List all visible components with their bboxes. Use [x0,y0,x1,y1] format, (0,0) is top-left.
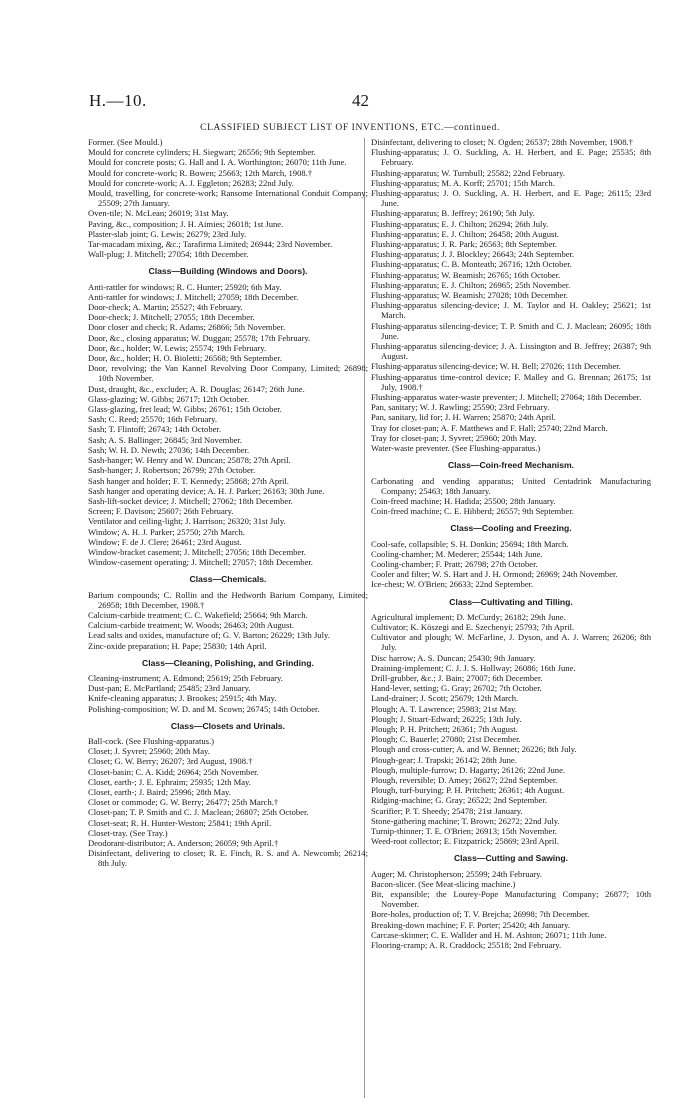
invention-entry: Flushing-apparatus; M. A. Korff; 25701; 15th March. [371,177,555,188]
invention-entry: Closet-seat; R. H. Hunter-Weston; 25841; 19th April. [88,817,272,828]
invention-entry: Dust-pan; E. McPartland; 25485; 23rd January. [88,683,251,694]
invention-entry: Agricultural implement; D. McCurdy; 26182; 29th June. [371,611,566,622]
invention-entry: Ridging-machine; G. Gray; 26522; 2nd September. [371,795,547,806]
invention-entry: Ice-chest; W. O'Brien; 26633; 22nd September. [371,579,534,590]
invention-entry: Flushing-apparatus; C. B. Monteath; 26716; 12th October. [371,259,572,270]
invention-entry: Flushing-apparatus; W. Beamish; 27028; 10th December. [371,290,568,301]
invention-entry: Sash-lift-socket device; J. Mitchell; 27062; 18th December. [88,495,293,506]
class-heading: Class—Cultivating and Tilling. [449,596,573,607]
invention-entry: Plough, reversible; D. Amey; 26627; 22nd September. [371,774,558,785]
invention-entry: Cultivator; K. Köszegi and E. Szechenyi; 25793; 7th April. [371,621,575,632]
invention-entry: Water-waste preventer. (See Flushing-apparatus.) [371,443,541,454]
invention-entry: Door closer and check; R. Adams; 26866; 5th November. [88,322,286,333]
invention-entry: Sash; A. S. Ballinger; 26845; 3rd November. [88,434,242,445]
invention-entry: Flushing-apparatus silencing-device; J. M. Taylor and H. Oakley; 25621; 1st March. [371,300,651,321]
invention-entry: Door, &c., closing apparatus; W. Duggan; 25578; 17th February. [88,332,311,343]
invention-entry: Closet-pan; T. P. Smith and C. J. Maclean; 26807; 25th October. [88,807,309,818]
invention-entry: Mould, travelling, for concrete-work; Ransome International Conduit Company; 25509; 27th January. [88,188,368,209]
invention-entry: Flushing-apparatus; J. O. Suckling, A. H. Herbert, and E. Page; 25535; 8th February. [371,147,651,168]
page-heading: CLASSIFIED SUBJECT LIST OF INVENTIONS, ETC.—continued. [200,123,500,133]
invention-entry: Door, &c., holder; W. Lewis; 25574; 19th February. [88,342,267,353]
invention-entry: Door-check; A. Martin; 25527; 4th February. [88,302,243,313]
invention-entry: Coin-freed machine; C. E. Hibberd; 26557; 9th September. [371,506,574,517]
invention-entry: Plough and cross-cutter; A. and W. Bennet; 26226; 8th July. [371,744,577,755]
invention-entry: Closet or commode; G. W. Berry; 26477; 25th March.† [88,797,279,808]
invention-entry: Plaster-slab joint; G. Lewis; 26279; 23rd July. [88,228,247,239]
invention-entry: Door, &c., holder; H. O. Bioletti; 26568; 9th September. [88,353,282,364]
invention-entry: Closet-tray. (See Tray.) [88,827,168,838]
invention-entry: Window-casement operating; J. Mitchell; 27057; 18th December. [88,557,313,568]
invention-entry: Flushing-apparatus silencing-device; W. H. Bell; 27026; 11th December. [371,361,621,372]
invention-entry: Calcium-carbide treatment; C. C. Wakefield; 25664; 9th March. [88,609,308,620]
invention-entry: Cultivator and plough; W. McFarline, J. Dyson, and A. J. Warren; 26206; 8th July. [371,632,651,653]
invention-entry: Scarifier; P. T. Sheedy; 25478; 21st January. [371,805,523,816]
invention-entry: Closet; G. W. Berry; 26207; 3rd August, 1908.† [88,756,253,767]
invention-entry: Mould for concrete-work; A. J. Eggleton; 26283; 22nd July. [88,177,294,188]
invention-entry: Flushing-apparatus; J. O. Suckling, A. H. Herbert, and E. Page; 26115; 23rd June. [371,188,651,209]
invention-entry: Tar-macadam mixing, &c.; Tarafirma Limited; 26944; 23rd November. [88,239,333,250]
invention-entry: Flushing-apparatus; J. R. Park; 26563; 8th September. [371,239,557,250]
invention-entry: Flushing-apparatus; E. J. Chilton; 26294; 26th July. [371,218,549,229]
invention-entry: Glass-glazing, fret lead; W. Gibbs; 26761; 15th October. [88,404,282,415]
invention-entry: Anti-rattler for windows; J. Mitchell; 27059; 18th December. [88,291,299,302]
invention-entry: Dust, draught, &c., excluder; A. R. Douglas; 26147; 26th June. [88,383,305,394]
invention-entry: Plough, turf-burying; P. H. Pritchett; 26361; 4th August. [371,785,565,796]
invention-entry: Disc harrow; A. S. Duncan; 25430; 9th January. [371,652,536,663]
class-heading: Class—Closets and Urinals. [170,720,286,731]
invention-entry: Glass-glazing; W. Gibbs; 26717; 12th October. [88,393,250,404]
invention-entry: Lead salts and oxides, manufacture of; G. V. Barton; 26229; 13th July. [88,630,330,641]
class-heading: Class—Cleaning, Polishing, and Grinding. [142,657,314,668]
invention-entry: Flooring-cramp; A. R. Craddock; 25518; 2nd February. [371,940,562,951]
invention-entry: Hand-lever, setting; G. Gray; 26702; 7th October. [371,683,542,694]
invention-entry: Auger; M. Christopherson; 25599; 24th February. [371,868,543,879]
invention-entry: Polishing-composition; W. D. and M. Scown; 26745; 14th October. [88,703,320,714]
invention-entry: Window; A. H. J. Parker; 25750; 27th March. [88,526,245,537]
invention-entry: Barium compounds; C. Rollin and the Hedworth Barium Company, Limited; 26958; 18th December, 1908.† [88,589,368,610]
left-column [88,137,368,869]
invention-entry: Pan, sanitary, lid for; J. H. Warren; 25870; 24th April. [371,412,556,423]
invention-entry: Cooler and filter; W. S. Hart and J. H. Ormond; 26969; 24th November. [371,569,618,580]
invention-entry: Ventilator and ceiling-light; J. Harrison; 26320; 31st July. [88,516,286,527]
invention-entry: Plough; C. Bauerle; 27080; 21st December. [371,734,521,745]
invention-entry: Mould for concrete posts; G. Hall and I. A. Worthington; 26070; 11th June. [88,157,347,168]
invention-entry: Plough; P. H. Pritchett; 26361; 7th August. [371,723,518,734]
invention-entry: Bit, expansible; the Lourey-Pope Manufacturing Company; 26877; 10th November. [371,889,651,910]
invention-entry: Flushing-apparatus silencing-device; T. P. Smith and C. J. Maclean; 26095; 18th June. [371,320,651,341]
invention-entry: Mould for concrete cylinders; H. Siegwart; 26556; 9th September. [88,147,316,158]
invention-entry: Mould for concrete-work; R. Bowen; 25663; 12th March, 1908.† [88,167,313,178]
invention-entry: Disinfectant, delivering to closet; N. Ogden; 26537; 28th November, 1908.† [371,137,633,147]
page-number: 42 [352,91,369,110]
invention-entry: Flushing-apparatus; B. Jeffrey; 26190; 5th July. [371,208,535,219]
invention-entry: Cooling-chamber; M. Mederer; 25544; 14th June. [371,548,543,559]
invention-entry: Window-bracket casement; J. Mitchell; 27056; 18th December. [88,546,306,557]
invention-entry: Sash; C. Reed; 25570; 16th February. [88,414,218,425]
invention-entry: Turnip-thinner; T. E. O'Brien; 26913; 15th November. [371,826,557,836]
right-column [371,137,651,950]
invention-entry: Bore-holes, production of; T. V. Brejcha; 26998; 7th December. [371,909,590,920]
invention-entry: Flushing-apparatus; W. Turnbull; 25582; 22nd February. [371,167,565,178]
invention-entry: Anti-rattler for windows; R. C. Hunter; 25920; 6th May. [88,281,282,292]
invention-entry: Carbonating and vending apparatus; United Centadrink Manufacturing Company; 25463; 18th January. [371,475,651,496]
invention-entry: Calcium-carbide treatment; W. Woods; 26463; 20th August. [88,620,294,631]
invention-entry: Knife-cleaning apparatus; J. Brookes; 25915; 4th May. [88,693,277,704]
class-heading: Class—Coin-freed Mechanism. [447,460,575,471]
invention-entry: Plough, multiple-furrow; D. Hagarty; 26126; 22nd June. [371,764,566,775]
class-heading: Class—Cutting and Sawing. [453,853,569,864]
invention-entry: Flushing-apparatus silencing-device; J. A. Lissington and B. Jeffrey; 26387; 9th August. [371,341,651,362]
invention-entry: Window; F. de J. Clere; 26461; 23rd August. [88,536,242,547]
invention-entry: Closet, earth-; J. Baird; 25996; 28th May. [88,786,231,797]
invention-entry: Cool-safe, collapsible; S. H. Donkin; 25694; 18th March. [371,538,569,549]
invention-entry: Closet-basin; C. A. Kidd; 26964; 25th November. [88,766,259,777]
invention-entry: Bacon-slicer. (See Meat-slicing machine.) [371,878,516,889]
class-heading: Class—Cooling and Freezing. [450,523,572,534]
invention-entry: Deodorant-distributor; A. Anderson; 26059; 9th April.† [88,838,279,848]
invention-entry: Plough-gear; J. Trapski; 26142; 28th June. [371,754,517,765]
invention-entry: Flushing-apparatus; E. J. Chilton; 26965; 25th November. [371,279,571,290]
invention-entry: Door, revolving; the Van Kannel Revolving Door Company, Limited; 26898; 10th November. [88,363,368,384]
class-heading: Class—Building (Windows and Doors). [148,266,308,277]
invention-entry: Carcase-skinner; C. E. Wallder and H. M. Ashton; 26071; 11th June. [371,929,607,940]
invention-entry: Cooling-chamber; F. Pratt; 26798; 27th October. [371,558,538,569]
invention-entry: Sash; T. Flintoff; 26743; 14th October. [88,424,221,435]
invention-entry: Tray for closet-pan; J. Syvret; 25960; 20th May. [371,432,537,443]
invention-entry: Tray for closet-pan; A. F. Matthews and F. Hall; 25740; 22nd March. [371,422,608,433]
invention-entry: Wall-plug; J. Mitchell; 27054; 18th December. [88,249,249,260]
class-heading: Class—Chemicals. [189,574,267,585]
invention-entry: Flushing-apparatus; W. Beamish; 26765; 16th October. [371,269,561,280]
invention-entry: Zinc-oxide preparation; H. Pape; 25830; 14th April. [88,640,267,651]
invention-entry: Ball-cock. (See Flushing-apparatus.) [88,735,215,746]
invention-entry: Disinfectant, delivering to closet; R. E. Finch, R. S. and A. Newcomb; 26214; 8th July. [88,848,368,869]
invention-entry: Cleaning-instrument; A. Edmond; 25619; 25th February. [88,672,283,683]
invention-entry: Sash-hanger; J. Robertson; 26799; 27th October. [88,465,256,476]
invention-entry: Breaking-down machine; F. F. Porter; 25420; 4th January. [371,919,571,930]
invention-entry: Flushing-apparatus; J. J. Blockley; 26643; 24th September. [371,249,575,260]
invention-entry: Drill-grubber, &c.; J. Bain; 27007; 6th December. [371,672,543,683]
invention-entry: Land-drainer; J. Scott; 25679; 12th March. [371,693,519,704]
invention-entry: Screen; F. Davison; 25607; 26th February. [88,506,234,517]
invention-entry: Stone-gathering machine; T. Brown; 26272; 22nd July. [371,815,560,826]
invention-entry: Weed-root collector; E. Fitzpatrick; 25869; 23rd April. [371,836,559,847]
invention-entry: Paving, &c., composition; J. H. Aimies; 26018; 1st June. [88,218,284,229]
invention-entry: Closet; J. Syvret; 25960; 20th May. [88,746,210,757]
invention-entry: Flushing-apparatus time-control device; F. Malley and G. Brennan; 26175; 1st July, 1908.† [371,371,651,392]
invention-entry: Coin-freed machine; H. Hadida; 25500; 28th January. [371,495,556,506]
document-code: H.—10. [89,91,147,110]
invention-entry: Plough; J. Stuart-Edward; 26225; 13th July. [371,713,522,724]
invention-entry: Draining-implement; C. J. J. S. Hollway; 26086; 16th June. [371,662,576,673]
invention-entry: Sash; W. H. D. Newth; 27036; 14th December. [88,444,250,455]
invention-entry: Sash-hanger; W. Henry and W. Duncan; 25878; 27th April. [88,455,291,466]
invention-entry: Pan, sanitary; W. J. Rawling; 25590; 23rd February. [371,402,550,413]
invention-entry: Oven-tile; N. McLean; 26019; 31st May. [88,208,229,219]
invention-entry: Closet, earth-; J. E. Ephraim; 25935; 12th May. [88,776,251,787]
invention-entry: Flushing-apparatus; E. J. Chilton; 26458; 20th August. [371,228,559,239]
invention-entry: Sash hanger and operating device; A. H. J. Parker; 26163; 30th June. [88,485,325,496]
invention-entry: Sash hanger and holder; F. T. Kennedy; 25868; 27th April. [88,475,289,486]
invention-entry: Flushing-apparatus water-waste preventer; J. Mitchell; 27064; 18th December. [371,392,642,403]
invention-entry: Former. (See Mould.) [88,137,163,147]
invention-entry: Door-check; J. Mitchell; 27055; 18th December. [88,312,255,323]
invention-entry: Plough; A. T. Lawrence; 25983; 21st May. [371,703,517,714]
